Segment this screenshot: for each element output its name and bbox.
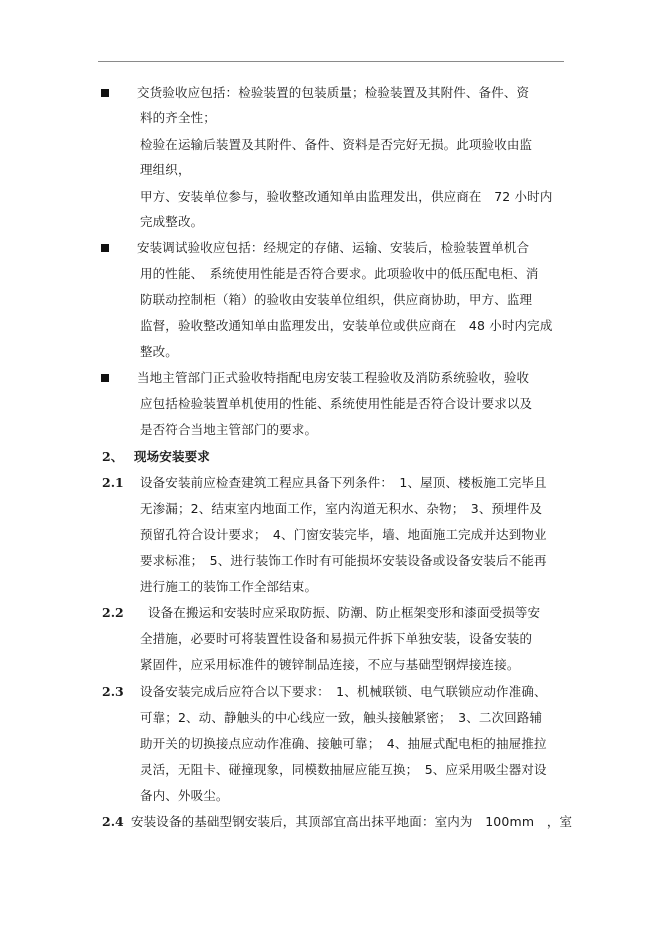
text-line: 料的齐全性；: [140, 110, 216, 125]
text-line: 无渗漏；2、结束室内地面工作，室内沟道无积水、杂物； 3、预埋件及: [140, 501, 543, 516]
text-line: 用的性能、 系统使用性能是否符合要求。此项验收中的低压配电柜、消: [140, 266, 539, 281]
text-line: 安装调试验收应包括：经规定的存储、运输、安装后，检验装置单机合: [137, 240, 530, 255]
text-line: 要求标准； 5、进行装饰工作时有可能损坏安装设备或设备安装后不能再: [140, 553, 547, 568]
text-line: 是否符合当地主管部门的要求。: [140, 422, 318, 437]
bullet-square-icon: [101, 244, 109, 252]
text-line: 备内、外吸尘。: [140, 788, 229, 803]
text-line: 完成整改。: [140, 214, 204, 229]
text-line: 当地主管部门正式验收特指配电房安装工程验收及消防系统验收，验收: [137, 370, 530, 385]
text-line: 设备安装完成后应符合以下要求： 1、机械联锁、电气联锁应动作准确、: [140, 684, 547, 699]
text-line: 全措施，必要时可将装置性设备和易损元件拆下单独安装，设备安装的: [140, 631, 533, 646]
text-line: 理组织，: [140, 162, 191, 177]
text-line: 进行施工的装饰工作全部结束。: [140, 579, 318, 594]
text-line: 设备安装前应检查建筑工程应具备下列条件： 1、屋顶、楼板施工完毕且: [140, 475, 547, 490]
text-line: 紧固件，应采用标准件的镀锌制品连接，不应与基础型钢焊接连接。: [140, 657, 520, 672]
text-line: 甲方、安装单位参与，验收整改通知单由监理发出，供应商在 72 小时内: [140, 189, 553, 204]
text-line: 检验在运输后装置及其附件、备件、资料是否完好无损。此项验收由监: [140, 137, 533, 152]
text-line: 设备在搬运和安装时应采取防振、防潮、防止框架变形和漆面受损等安: [148, 605, 541, 620]
text-line: 监督，验收整改通知单由监理发出，安装单位或供应商在 48 小时内完成: [140, 318, 553, 333]
clause-number: 2.4: [102, 814, 124, 829]
text-line: 预留孔符合设计要求； 4、门窗安装完毕，墙、地面施工完成并达到物业: [140, 527, 547, 542]
bullet-square-icon: [101, 89, 109, 97]
clause-number: 2.1: [102, 475, 124, 490]
text-line: 可靠；2、动、静触头的中心线应一致，触头接触紧密； 3、二次回路辅: [140, 710, 543, 725]
section-title: 现场安装要求: [134, 449, 210, 464]
text-line: 应包括检验装置单机使用的性能、系统使用性能是否符合设计要求以及: [140, 396, 533, 411]
text-line: 安装设备的基础型钢安装后，其顶部宜高出抹平地面：室内为 100mm ，室: [131, 814, 573, 829]
section-number: 2、: [102, 449, 124, 464]
text-line: 灵活，无阻卡、碰撞现象，同模数抽屉应能互换； 5、应采用吸尘器对设: [140, 762, 547, 777]
bullet-square-icon: [101, 374, 109, 382]
text-line: 交货验收应包括：检验装置的包装质量；检验装置及其附件、备件、资: [137, 85, 530, 100]
text-line: 防联动控制柜（箱）的验收由安装单位组织，供应商协助，甲方、监理: [140, 292, 533, 307]
clause-number: 2.3: [102, 684, 124, 699]
clause-number: 2.2: [102, 605, 124, 620]
text-line: 整改。: [140, 344, 178, 359]
header-rule: [98, 61, 564, 62]
text-line: 助开关的切换接点应动作准确、接触可靠； 4、抽屉式配电柜的抽屉推拉: [140, 736, 547, 751]
